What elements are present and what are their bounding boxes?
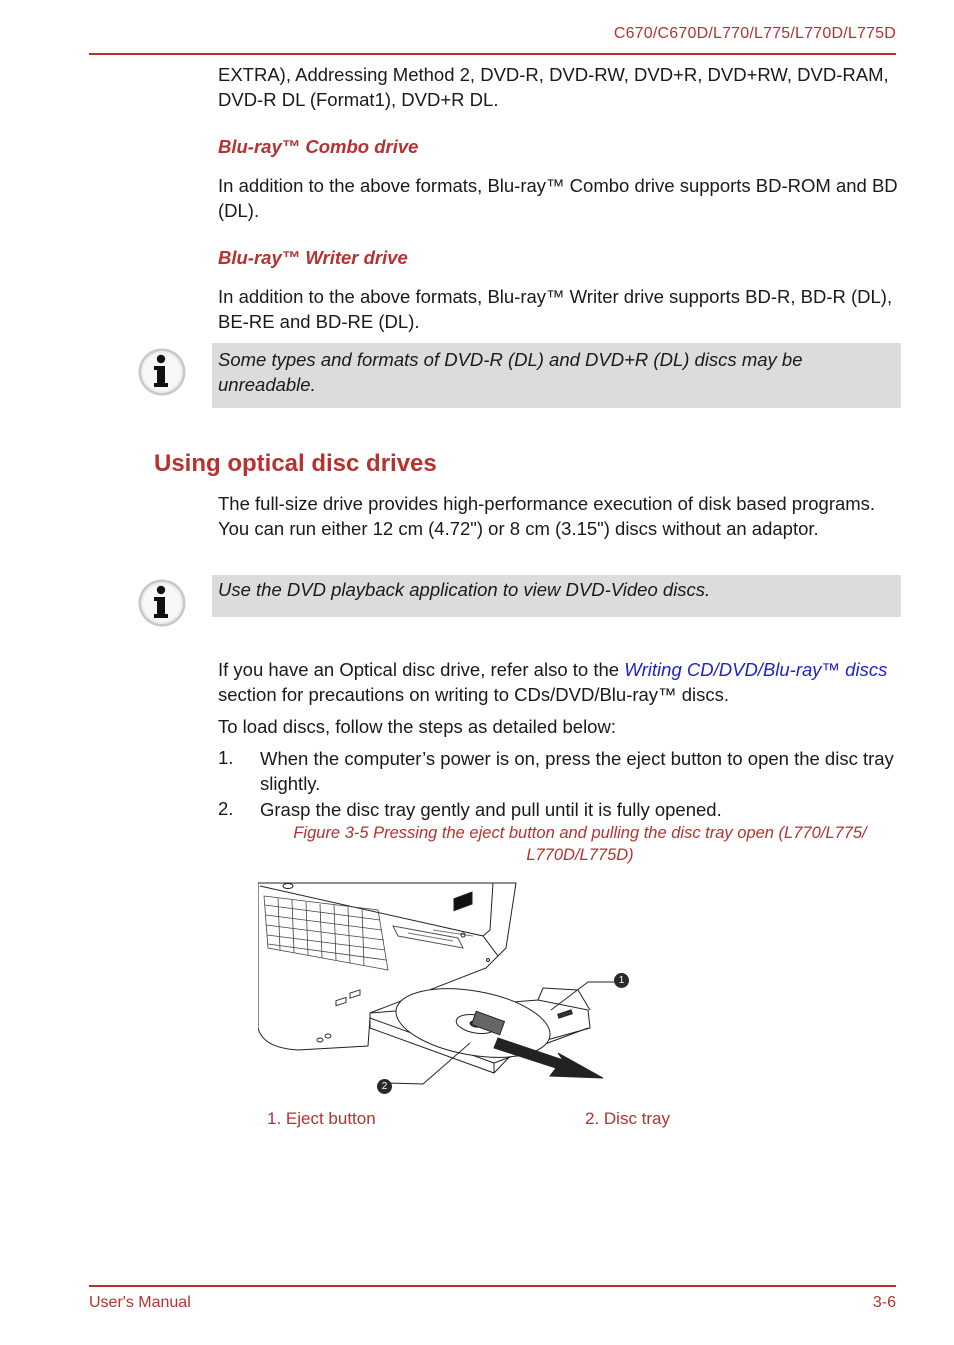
combo-drive-paragraph: In addition to the above formats, Blu-ray™ Combo drive supports BD-ROM and BD (DL). — [218, 175, 898, 221]
note-text: Some types and formats of DVD-R (DL) and DVD+R (DL) discs may be unreadable. — [218, 349, 803, 395]
combo-drive-heading: Blu-ray™ Combo drive — [218, 136, 419, 157]
info-icon — [137, 347, 187, 397]
step-text: When the computer’s power is on, press the eject button to open the disc tray slightly. — [260, 748, 894, 794]
step-text: Grasp the disc tray gently and pull until it is fully opened. — [260, 799, 722, 820]
legend-eject-button: 1. Eject button — [267, 1109, 376, 1128]
header-rule — [89, 53, 896, 55]
note-box — [212, 343, 901, 408]
step-number: 2. — [218, 798, 234, 819]
refer-paragraph — [218, 658, 898, 707]
footer-rule — [89, 1285, 896, 1287]
load-intro-paragraph: To load discs, follow the steps as detailed below: — [218, 716, 616, 737]
info-icon — [137, 578, 187, 628]
laptop-disc-tray-illustration — [258, 878, 638, 1098]
note-box — [212, 575, 901, 617]
figure-caption: Figure 3-5 Pressing the eject button and pulling the disc tray open (L770/L775/ L770D/L775D) — [293, 824, 867, 864]
callout-marker-1: 1 — [614, 973, 629, 988]
footer-manual-title: User's Manual — [89, 1294, 191, 1311]
step-number: 1. — [218, 747, 234, 768]
refer-suffix: section for precautions on writing to CDs/DVD/Blu-ray™ discs. — [218, 683, 729, 705]
header-model-title: C670/C670D/L770/L775/L770D/L775D — [613, 25, 896, 42]
section-heading: Using optical disc drives — [154, 450, 437, 477]
legend-disc-tray: 2. Disc tray — [585, 1109, 671, 1128]
writer-drive-paragraph: In addition to the above formats, Blu-ray™ Writer drive supports BD-R, BD-R (DL), BE-RE and BD-RE (DL). — [218, 286, 893, 332]
formats-continued-paragraph: EXTRA), Addressing Method 2, DVD-R, DVD-RW, DVD+R, DVD+RW, DVD-RAM, DVD-R DL (Format1), DVD+R DL. — [218, 64, 889, 110]
writer-drive-heading: Blu-ray™ Writer drive — [218, 247, 408, 268]
section-intro-paragraph: The full-size drive provides high-performance execution of disk based programs. You can run either 12 cm (4.72") or 8 cm (3.15") discs without an adaptor. — [218, 493, 876, 539]
note-text: Use the DVD playback application to view DVD-Video discs. — [218, 579, 711, 600]
writing-discs-link[interactable]: Writing CD/DVD/Blu-ray™ discs — [624, 659, 888, 680]
footer-page-number: 3-6 — [872, 1294, 896, 1311]
refer-prefix: If you have an Optical disc drive, refer also to the — [218, 659, 625, 680]
callout-marker-2: 2 — [377, 1079, 392, 1094]
